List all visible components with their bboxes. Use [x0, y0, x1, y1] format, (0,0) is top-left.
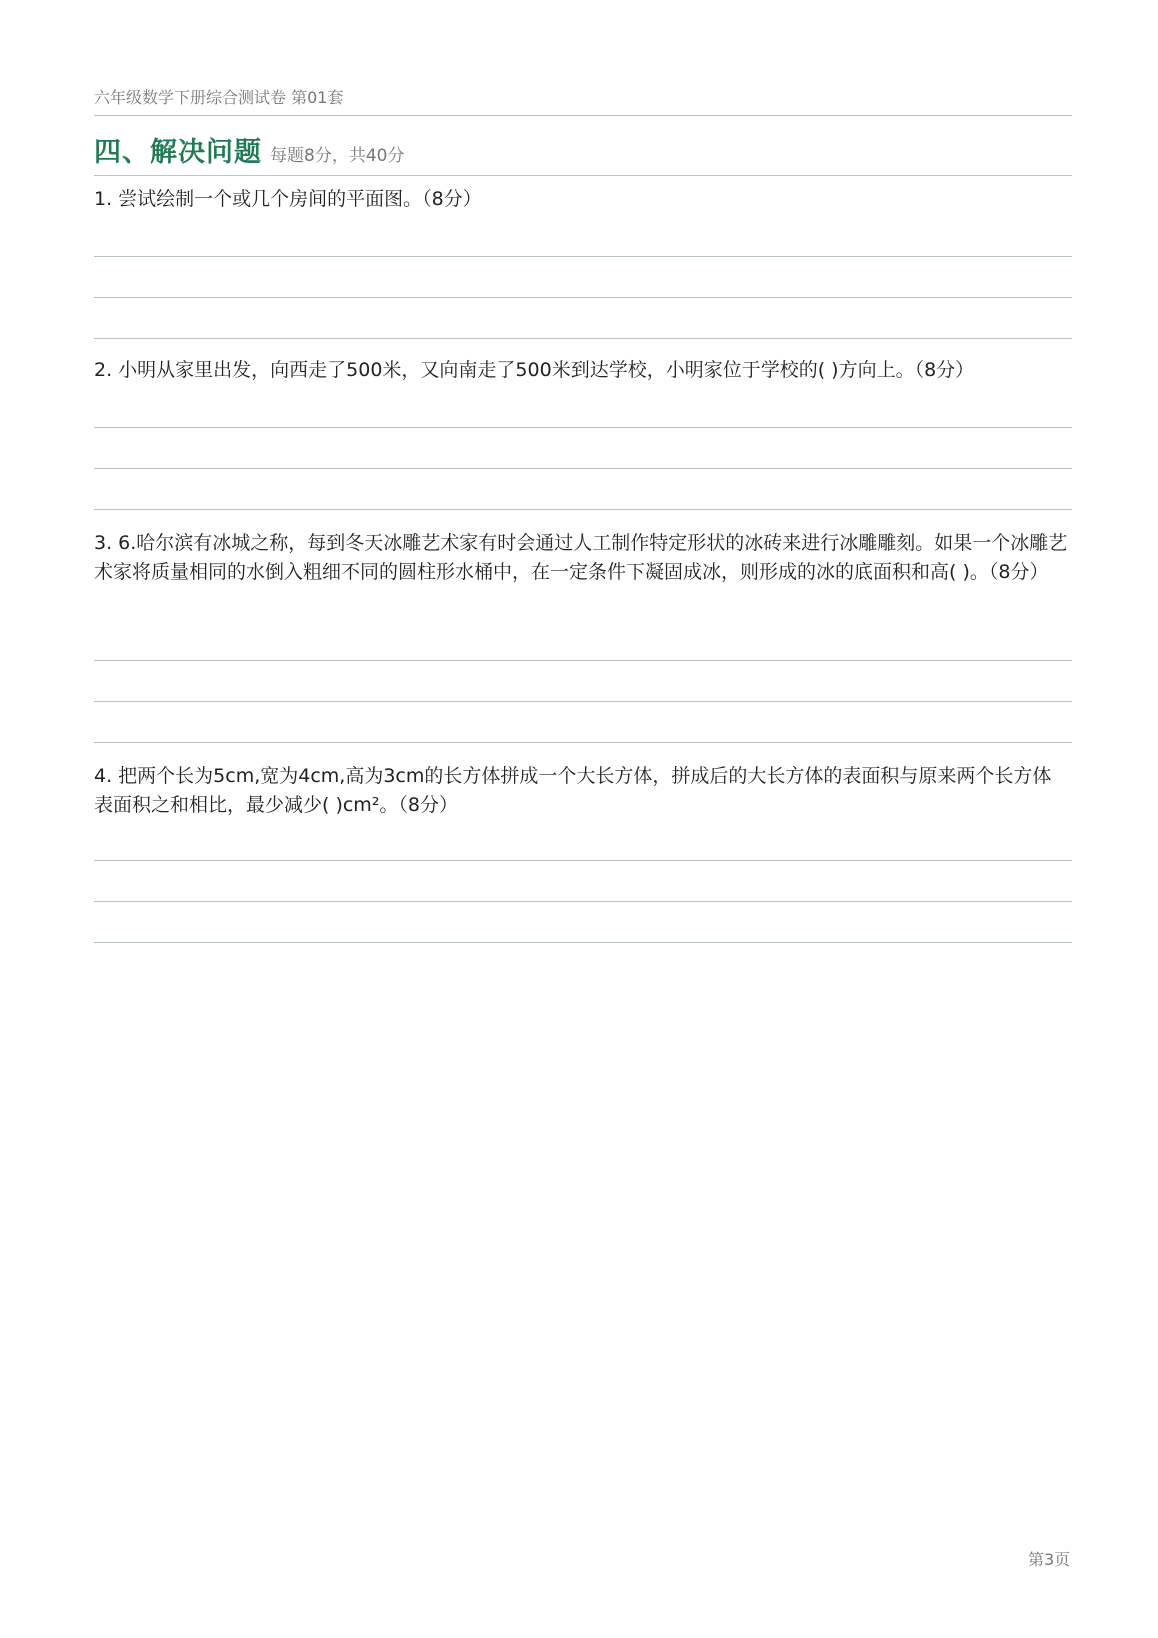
page-number: 第3页 [1028, 1550, 1071, 1569]
question-2: 2. 小明从家里出发，向西走了500米，又向南走了500米到达学校，小明家位于学校的( )方向上。（8分） [94, 359, 975, 381]
section-title-subtitle: 每题8分，共40分 [270, 146, 405, 166]
answer-line [94, 297, 1072, 298]
question-3: 3. 6.哈尔滨有冰城之称，每到冬天冰雕艺术家有时会通过人工制作特定形状的冰砖来进行冰雕雕刻。如果一个冰雕艺术家将质量相同的水倒入粗细不同的圆柱形水桶中，在一定条件下凝固成冰，则形成的冰的底面积和高( )。（8分） [94, 532, 1068, 583]
section-divider [94, 175, 1072, 176]
answer-line [94, 468, 1072, 469]
answer-line [94, 942, 1072, 943]
page-header: 六年级数学下册综合测试卷 第01套 [94, 88, 344, 107]
answer-line [94, 338, 1072, 339]
section-title-main: 四、解决问题 [94, 137, 262, 168]
answer-line [94, 660, 1072, 661]
question-4: 4. 把两个长为5cm,宽为4cm,高为3cm的长方体拼成一个大长方体，拼成后的大长方体的表面积与原来两个长方体表面积之和相比，最少减少( )cm²。（8分） [94, 765, 1052, 816]
answer-line [94, 509, 1072, 510]
answer-line [94, 742, 1072, 743]
question-1: 1. 尝试绘制一个或几个房间的平面图。（8分） [94, 188, 482, 210]
header-divider [94, 115, 1072, 116]
answer-line [94, 427, 1072, 428]
answer-line [94, 701, 1072, 702]
section-title [94, 130, 404, 169]
answer-line [94, 901, 1072, 902]
answer-line [94, 256, 1072, 257]
answer-line [94, 860, 1072, 861]
